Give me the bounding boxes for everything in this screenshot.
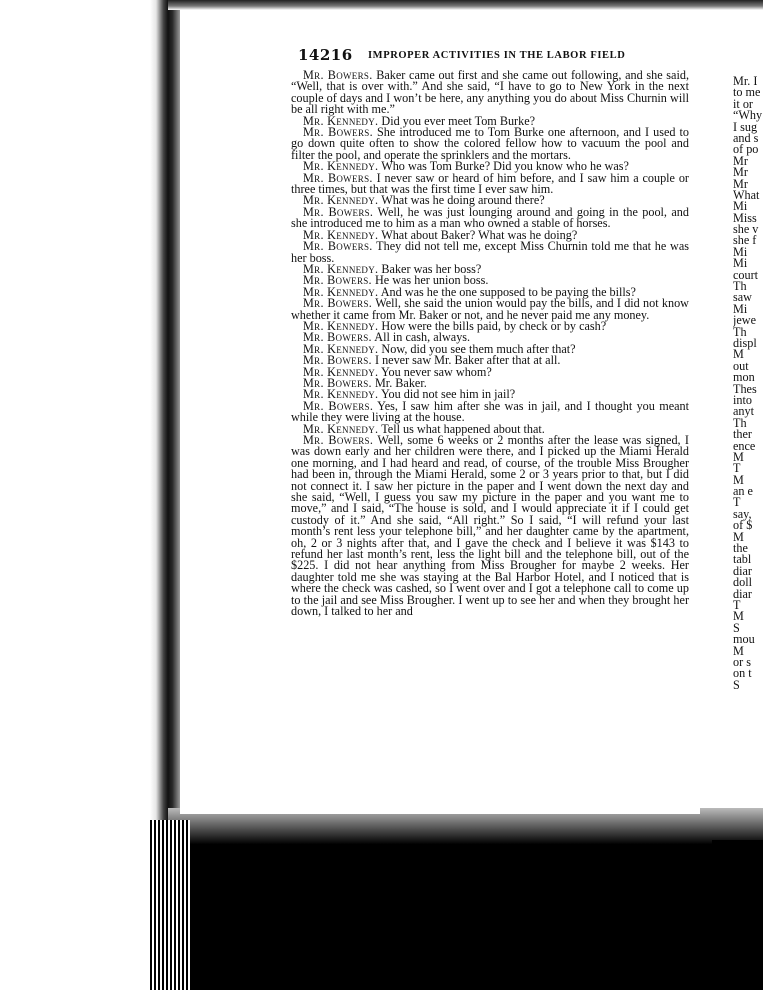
right-column-line: out — [733, 358, 749, 373]
right-column-line: she v — [733, 222, 759, 237]
speech-text: You never saw whom? — [378, 364, 492, 379]
right-column-line: saw — [733, 290, 752, 305]
right-column-line: Mr. I — [733, 76, 758, 88]
right-column-line: Mi — [733, 256, 748, 271]
speech-text: Baker came out first and she came out following, and she said, “Well, that is over with.” And she said, “I have to go to New York in the next couple of days and I won’t be here, any anything you do about Miss Churnin will be all right with me.” — [291, 68, 689, 117]
speaker-name: Mr. Bowers. — [303, 330, 372, 345]
speaker-name: Mr. Bowers. — [303, 398, 374, 413]
speaker-name: Mr. Kennedy. — [303, 113, 379, 128]
speaker-name: Mr. Bowers. — [303, 273, 372, 288]
speech-text: Who was Tom Burke? Did you know who he was? — [378, 159, 629, 174]
speech-text: All in cash, always. — [371, 330, 471, 345]
speech-text: Well, some 6 weeks or 2 months after the lease was signed, I was down early and her children were there, and I picked up the Miami Herald one morning, and I had heard and read, of course, of the trouble Miss Brougher had been in, through the Miami Herald, some 2 or 3 years prior to that, but I did not connect it. I saw her picture in the paper and I went down the next day and she said, “Well, I guess you saw my picture in the paper and you want me to move,” and I said, “The house is sold, and I would appreciate it if I could get custody of it.” And she said, “All right.” So I said, “I will refund your last month’s rent less your telephone bill,” and her daughter came by the apartment, oh, 2 or 3 nights after that, and I gave the check and I believe it was $143 to refund her last month’s rent, less the light bill and the telephone bill, out of the $225. I did not hear anything from Miss Brougher for maybe 2 weeks. Her daughter told me she was staying at the Bal Harbor Hotel, and I noticed that is where the check was cashed, so I went over and I got a telephone call to come up to the jail and see Miss Brougher. I went up to see her and when they brought her down, I talked to her and — [291, 433, 689, 619]
top-scan-edge — [168, 0, 763, 10]
right-column-line: M — [733, 643, 744, 658]
bottom-right-scan-edge — [712, 840, 763, 990]
right-column-line: T — [733, 495, 741, 510]
speaker-name: Mr. Kennedy. — [303, 284, 379, 299]
right-column-line: into — [733, 392, 752, 407]
speech-text: I never saw or heard of him before, and I saw him a couple or three times, but that was the first time I ever saw him. — [291, 170, 689, 197]
scan-margin — [0, 0, 168, 990]
right-column-line: the — [733, 541, 748, 556]
speech-text: You did not see him in jail? — [378, 387, 516, 402]
right-column-line: it or — [733, 96, 753, 111]
right-column-line: of po — [733, 142, 759, 157]
speaker-name: Mr. Bowers. — [303, 433, 374, 447]
right-column-line: Th — [733, 279, 747, 294]
speaker-name: Mr. Bowers. — [303, 296, 373, 311]
right-column-line: Mr — [733, 153, 748, 168]
speaker-name: Mr. Kennedy. — [303, 227, 379, 242]
speech-text: He was her union boss. — [371, 273, 489, 288]
right-column-line: Miss — [733, 210, 757, 225]
right-column-line: on t — [733, 666, 752, 681]
speaker-name: Mr. Kennedy. — [303, 341, 379, 356]
speech-text: Well, he was just lounging around and going in the pool, and she introduced me to him as a man who owned a stable of horses. — [291, 204, 689, 231]
speaker-name: Mr. Kennedy. — [303, 193, 379, 208]
right-column-line: S — [733, 677, 740, 692]
right-column-line: diar — [733, 563, 752, 578]
speech-text: Did you ever meet Tom Burke? — [378, 113, 536, 128]
speaker-name: Mr. Bowers. — [303, 170, 373, 185]
right-column-line: What — [733, 187, 760, 202]
right-column-line: M — [733, 347, 744, 362]
right-column-line: say, — [733, 506, 752, 521]
right-column-line: an e — [733, 484, 753, 499]
right-column-line: and s — [733, 130, 759, 145]
speech-text: And was he the one supposed to be paying the bills? — [378, 284, 636, 299]
right-column-line: or s — [733, 654, 751, 669]
testimony-paragraph — [291, 241, 689, 264]
testimony-paragraph — [291, 398, 689, 425]
right-column-line: Mr — [733, 165, 748, 180]
right-column-line: M — [733, 609, 744, 624]
bottom-scan-edge — [168, 808, 763, 990]
right-column-line: court — [733, 267, 759, 282]
speaker-name: Mr. Kennedy. — [303, 318, 379, 333]
speaker-name: Mr. Kennedy. — [303, 387, 379, 402]
speech-text: Mr. Baker. — [371, 375, 427, 390]
scan-artifact-strip — [150, 820, 190, 990]
right-column-line: doll — [733, 575, 752, 590]
right-column-line: “Why — [733, 108, 763, 123]
speech-text: Tell us what happened about that. — [378, 421, 545, 436]
right-column-line: S — [733, 620, 740, 635]
right-column-line: displ — [733, 335, 757, 350]
speaker-name: Mr. Bowers. — [303, 239, 373, 254]
right-column-line: Th — [733, 324, 747, 339]
speech-text: Now, did you see them much after that? — [378, 341, 576, 356]
speech-text: Yes, I saw him after she was in jail, and I thought you meant while they were living at the house. — [291, 398, 689, 425]
testimony-paragraph — [291, 204, 689, 231]
right-column-line: Th — [733, 415, 747, 430]
speaker-name: Mr. Bowers. — [303, 375, 372, 390]
speaker-name: Mr. Bowers. — [303, 204, 374, 219]
right-column-line: M — [733, 449, 744, 464]
right-column-line: of $ — [733, 518, 753, 533]
testimony-paragraph — [291, 170, 689, 197]
speech-text: What was he doing around there? — [378, 193, 545, 208]
right-column-line: ence — [733, 438, 756, 453]
speaker-name: Mr. Bowers. — [303, 353, 372, 368]
right-column-line: Mi — [733, 244, 748, 259]
speaker-name: Mr. Bowers. — [303, 125, 373, 140]
right-column-line: anyt — [733, 404, 754, 419]
right-column-line: Thes — [733, 381, 757, 396]
right-column-line: Mi — [733, 301, 748, 316]
right-column-line: ther — [733, 427, 752, 442]
right-column-line: mou — [733, 632, 755, 647]
speech-text: Well, she said the union would pay the bills, and I did not know whether it came from Mr. Baker or not, and he never paid me any money. — [291, 296, 689, 322]
right-column-line: T — [733, 461, 741, 476]
speaker-name: Mr. Kennedy. — [303, 421, 379, 436]
speech-text: They did not tell me, except Miss Churnin told me that he was her boss. — [291, 239, 689, 265]
speaker-name: Mr. Kennedy. — [303, 364, 379, 379]
speaker-name: Mr. Kennedy. — [303, 159, 379, 174]
speech-text: I never saw Mr. Baker after that at all. — [371, 353, 561, 368]
right-column-line: I sug — [733, 119, 758, 134]
adjacent-column-fragments — [733, 76, 763, 691]
right-column-line: she f — [733, 233, 757, 248]
right-column-line: mon — [733, 370, 755, 385]
testimony-column — [291, 70, 689, 618]
running-head: IMPROPER ACTIVITIES IN THE LABOR FIELD — [368, 50, 626, 61]
testimony-paragraph — [291, 298, 689, 321]
right-column-line: jewe — [733, 313, 757, 328]
testimony-paragraph — [291, 127, 689, 161]
right-column-line: tabl — [733, 552, 752, 567]
speech-text: What about Baker? What was he doing? — [378, 227, 578, 242]
speech-text: How were the bills paid, by check or by cash? — [378, 318, 607, 333]
testimony-paragraph — [291, 70, 689, 116]
speech-text: Baker was her boss? — [378, 261, 482, 276]
speaker-name: Mr. Bowers. — [303, 68, 373, 82]
right-column-line: diar — [733, 586, 752, 601]
right-column-line: Mr — [733, 176, 748, 191]
testimony-paragraph — [291, 435, 689, 618]
right-column-line: Mi — [733, 199, 748, 214]
right-column-line: to me — [733, 85, 761, 100]
page-number: 14216 — [298, 46, 353, 64]
right-column-line: T — [733, 597, 741, 612]
right-column-line: M — [733, 472, 744, 487]
speech-text: She introduced me to Tom Burke one afternoon, and I used to go down quite often to show the colored fellow how to vacuum the pool and filter the pool, and operate the sprinklers and the mortars. — [291, 125, 689, 162]
right-column-line: M — [733, 529, 744, 544]
speaker-name: Mr. Kennedy. — [303, 261, 379, 276]
